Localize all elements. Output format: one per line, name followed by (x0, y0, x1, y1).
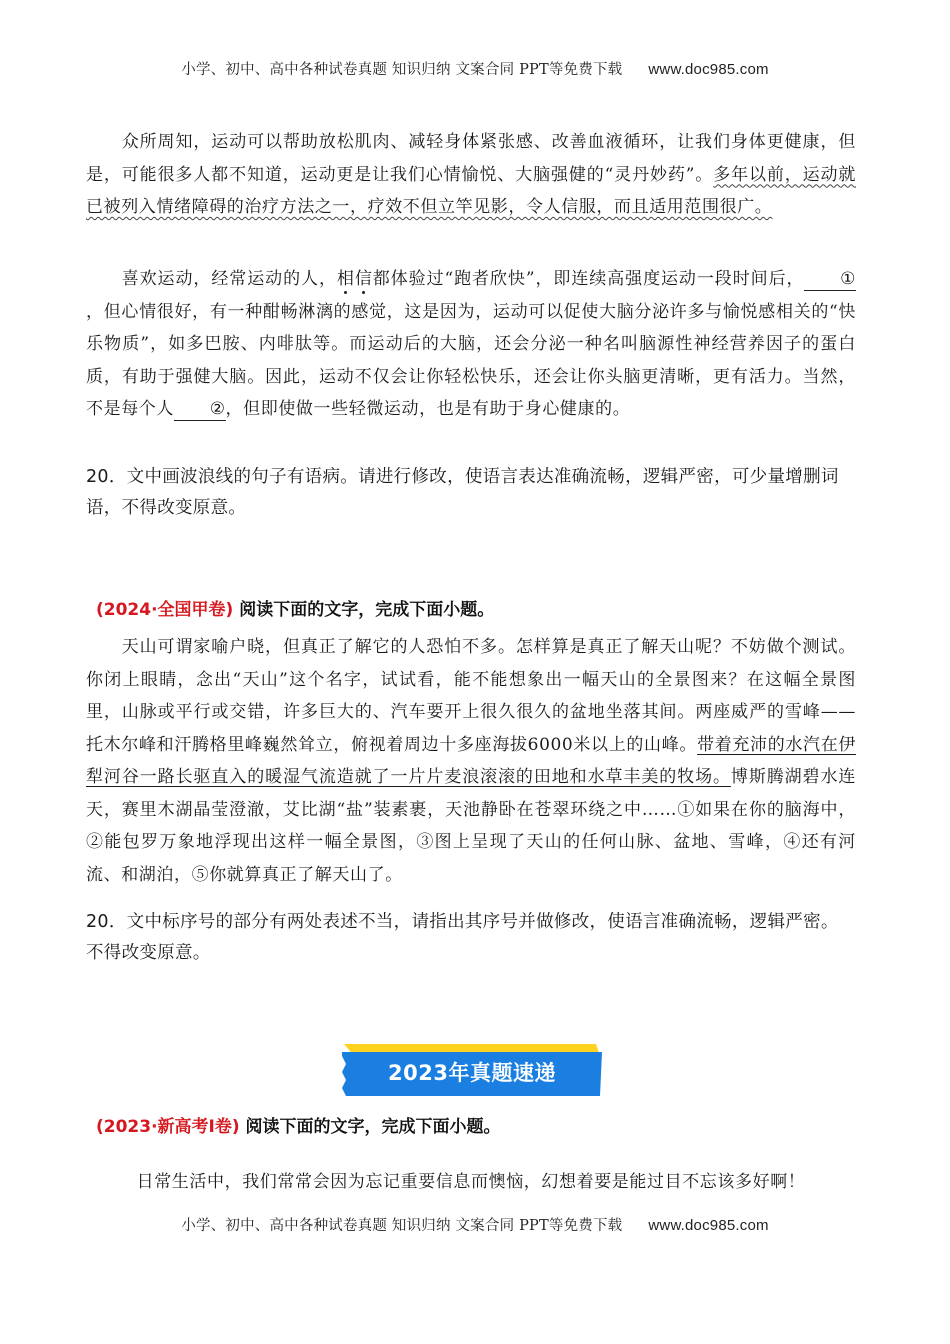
year-banner (338, 1040, 606, 1098)
passage-3: 日常生活中，我们常常会因为忘记重要信息而懊恼，幻想着要是能过目不忘该多好啊！ (136, 1172, 806, 1192)
footer-text: 小学、初中、高中各种试卷真题 知识归纳 文案合同 PPT等免费下载 (181, 1218, 623, 1234)
footer-url[interactable]: www.doc985.com (648, 1217, 769, 1234)
instruction-text: 阅读下面的文字，完成下面小题。 (233, 600, 495, 620)
dotted-character: 相 (336, 269, 355, 289)
header-url[interactable]: www.doc985.com (648, 61, 769, 78)
banner-label: 2023年真题速递 (388, 1061, 556, 1085)
page-header (0, 58, 950, 79)
passage-1-paragraph-2 (86, 263, 856, 426)
question-1: 20．文中画波浪线的句子有语病。请进行修改，使语言表达准确流畅，逻辑严密，可少量增删词语，不得改变原意。 (86, 467, 839, 518)
passage-1-text: ，但心情很好，有一种酣畅淋漓的感觉，这是因为，运动可以促使大脑分泌许多与愉悦感相关的“快乐物质”，如多巴胺、内啡肽等。而运动后的大脑，还会分泌一种名叫脑源性神经营养因子的蛋白质，有助于强健大脑。因此，运动不仅会让你轻松快乐，还会让你头脑更清晰，更有活力。当然，不是每个人 (86, 301, 856, 419)
section-3-title (96, 1112, 501, 1137)
blank-1: ① (804, 268, 856, 291)
question-2: 20．文中标序号的部分有两处表述不当，请指出其序号并做修改，使语言准确流畅，逻辑严密。不得改变原意。 (86, 912, 839, 963)
header-text: 小学、初中、高中各种试卷真题 知识归纳 文案合同 PPT等免费下载 (181, 62, 623, 78)
dotted-character: 信 (354, 269, 373, 289)
source-tag: (2023·新高考Ⅰ卷) (96, 1117, 240, 1137)
passage-1-text: 众所周知，运动可以帮助放松肌肉、减轻身体紧张感、改善血液循环，让我们身体更健康，但是，可能很多人都不知道，运动更是让我们心情愉悦、大脑强健的“灵丹妙药”。 (86, 132, 856, 185)
passage-2 (86, 631, 856, 891)
passage-2-text: 天山可谓家喻户晓，但真正了解它的人恐怕不多。怎样算是真正了解天山呢？不妨做个测试。你闭上眼睛，念出“天山”这个名字，试试看，能不能想象出一幅天山的全景图来？在这幅全景图里，山脉或平行或交错，许多巨大的、汽车要开上很久很久的盆地坐落其间。两座威严的雪峰——托木尔峰和汗腾格里峰巍然耸立，俯视着周边十多座海拔6000米以上的山峰。 (86, 637, 856, 755)
passage-1-text: ，但即使做一些轻微运动，也是有助于身心健康的。 (225, 399, 631, 419)
underlined-sentence: 带着充沛的水汽在伊犁河谷一路长驱直入的暖湿气流造就了一片片麦浪滚滚的田地和水草丰美的牧场。 (86, 734, 856, 787)
instruction-text: 阅读下面的文字，完成下面小题。 (239, 1117, 501, 1137)
blank-2: ② (174, 398, 226, 421)
passage-1-text: 都体验过“跑者欣快”，即连续高强度运动一段时间后， (372, 269, 805, 289)
source-tag: (2024·全国甲卷) (96, 600, 234, 620)
section-2-title (96, 595, 494, 620)
page-footer (0, 1214, 950, 1235)
passage-1-text: 喜欢运动，经常运动的人， (121, 269, 337, 289)
wavy-underlined-sentence: 多年以前，运动就已被列入情绪障碍的治疗方法之一，疗效不但立竿见影，令人信服，而且适用范围很广。 (86, 164, 856, 217)
passage-1-paragraph-1 (86, 126, 856, 224)
passage-2-text: 博斯腾湖碧水连天，赛里木湖晶莹澄澈，艾比湖“盐”装素裹，天池静卧在苍翠环绕之中……①如果在你的脑海中，②能包罗万象地浮现出这样一幅全景图，③图上呈现了天山的任何山脉、盆地、雪峰，④还有河流、和湖泊，⑤你就算真正了解天山了。 (86, 767, 856, 885)
